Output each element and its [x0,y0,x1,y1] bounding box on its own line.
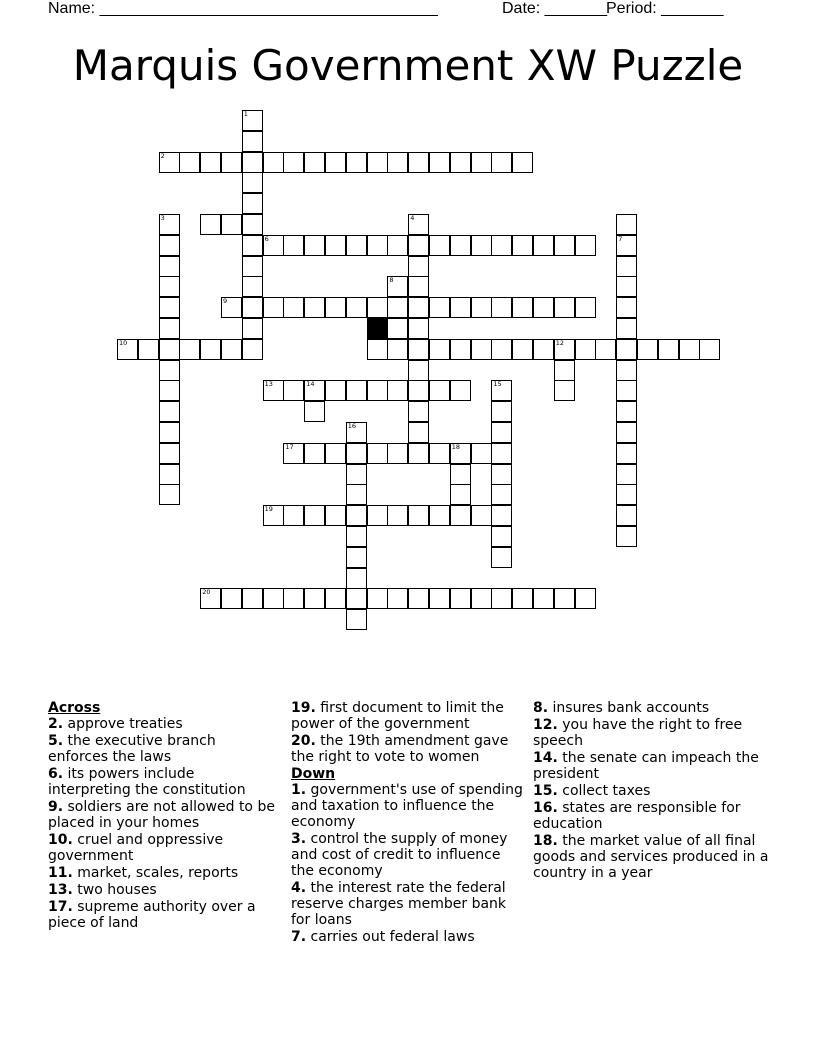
clue-number: 6 [264,234,269,243]
grid-cell[interactable] [346,235,367,256]
date-field[interactable]: Date: _______ [502,0,607,17]
grid-cell[interactable] [283,152,304,173]
grid-cell[interactable] [304,297,325,318]
clue-text: control the supply of money and cost of credit to influence the economy [291,831,508,879]
grid-cell[interactable] [471,235,492,256]
grid-cell[interactable] [595,339,616,360]
grid-cell[interactable] [471,152,492,173]
grid-cell[interactable] [304,235,325,256]
grid-cell[interactable] [533,588,554,609]
clue-item [533,833,769,881]
clue-number: 16. [533,800,558,816]
grid-cell[interactable] [408,422,429,443]
grid-cell[interactable] [283,443,304,464]
grid-cell[interactable] [242,588,263,609]
clue-number: 17. [48,899,73,915]
grid-cell[interactable] [554,360,575,381]
clue-text: two houses [72,882,157,898]
grid-cell[interactable] [387,152,408,173]
clue-number: 7 [618,234,623,243]
grid-cell[interactable] [471,443,492,464]
grid-cell[interactable] [554,380,575,401]
grid-cell[interactable] [221,297,242,318]
grid-cell[interactable] [242,131,263,152]
grid-cell[interactable] [616,464,637,485]
clue-text: the 19th amendment gave the right to vote to women [291,733,509,765]
shaded-cell [367,318,388,339]
clue-item [533,717,769,749]
grid-cell[interactable] [242,318,263,339]
grid-cell[interactable] [450,484,471,505]
grid-cell[interactable] [387,505,408,526]
grid-cell[interactable] [616,505,637,526]
grid-cell[interactable] [325,235,346,256]
grid-cell[interactable] [263,380,284,401]
clue-item [48,733,278,765]
grid-cell[interactable] [325,297,346,318]
clue-text: first document to limit the power of the government [291,700,504,732]
grid-cell[interactable] [200,152,221,173]
clue-item [48,716,278,732]
clue-number: 17 [285,442,294,451]
clue-number: 19 [264,505,273,514]
clue-number: 9 [223,297,228,306]
down-heading: Down [291,766,336,782]
grid-cell[interactable] [304,443,325,464]
clue-number: 12. [533,717,558,733]
grid-cell[interactable] [346,297,367,318]
clue-text: carries out federal laws [306,929,475,945]
grid-cell[interactable] [159,235,180,256]
grid-cell[interactable] [616,443,637,464]
clues-column-2 [291,700,527,946]
grid-cell[interactable] [263,235,284,256]
across-heading: Across [48,700,101,716]
grid-cell[interactable] [367,380,388,401]
grid-cell[interactable] [242,214,263,235]
grid-cell[interactable] [512,297,533,318]
grid-cell[interactable] [471,588,492,609]
grid-cell[interactable] [242,193,263,214]
grid-cell[interactable] [658,339,679,360]
grid-cell[interactable] [616,484,637,505]
grid-cell[interactable] [283,235,304,256]
grid-cell[interactable] [367,297,388,318]
clue-number: 16 [347,422,357,430]
grid-cell[interactable] [325,152,346,173]
grid-cell[interactable] [699,339,720,360]
clue-number: 1. [291,782,307,798]
grid-cell[interactable] [429,588,450,609]
grid-cell[interactable] [159,318,180,339]
grid-cell[interactable] [387,588,408,609]
grid-cell[interactable] [159,360,180,381]
clue-item [48,766,278,798]
grid-cell[interactable] [491,152,512,173]
clue-number: 14 [306,380,315,389]
grid-cell[interactable] [616,401,637,422]
grid-cell[interactable] [242,110,263,131]
grid-cell[interactable] [304,152,325,173]
grid-cell[interactable] [325,380,346,401]
clue-text: states are responsible for education [533,800,741,832]
grid-cell[interactable] [283,588,304,609]
clue-item [48,882,278,898]
grid-cell[interactable] [450,588,471,609]
grid-cell[interactable] [408,339,429,360]
grid-cell[interactable] [263,152,284,173]
grid-cell[interactable] [387,339,408,360]
grid-cell[interactable] [159,339,180,360]
grid-cell[interactable] [263,588,284,609]
clue-number: 2 [160,151,165,160]
clue-item [291,733,527,765]
puzzle-title: Marquis Government XW Puzzle [72,41,744,90]
grid-cell[interactable] [450,443,471,464]
clue-number: 13 [264,380,273,389]
grid-cell[interactable] [159,401,180,422]
grid-cell[interactable] [616,256,637,277]
grid-cell[interactable] [138,339,159,360]
grid-cell[interactable] [346,526,367,547]
grid-cell[interactable] [450,380,471,401]
grid-cell[interactable] [450,152,471,173]
clue-number: 10. [48,832,73,848]
clue-number: 15. [533,783,558,799]
grid-cell[interactable] [387,443,408,464]
grid-cell[interactable] [242,256,263,277]
clue-text: you have the right to free speech [533,717,743,749]
grid-cell[interactable] [450,297,471,318]
grid-cell[interactable] [221,339,242,360]
clue-number: 18 [451,442,461,451]
grid-cell[interactable] [429,443,450,464]
grid-cell[interactable] [200,339,221,360]
grid-cell[interactable] [159,256,180,277]
grid-cell[interactable] [263,505,284,526]
clue-number: 4 [410,214,415,222]
grid-cell[interactable] [679,339,700,360]
grid-cell[interactable] [408,214,429,235]
grid-cell[interactable] [637,339,658,360]
clue-number: 13. [48,882,73,898]
grid-cell[interactable] [512,152,533,173]
clue-text: market, scales, reports [72,865,239,881]
grid-cell[interactable] [387,235,408,256]
grid-cell[interactable] [304,505,325,526]
grid-cell[interactable] [304,401,325,422]
clue-number: 9. [48,799,64,815]
grid-cell[interactable] [200,214,221,235]
grid-cell[interactable] [491,505,512,526]
grid-cell[interactable] [346,568,367,589]
clue-number: 20. [291,733,316,749]
grid-cell[interactable] [283,380,304,401]
clue-number: 7. [291,929,307,945]
grid-cell[interactable] [242,339,263,360]
grid-cell[interactable] [408,297,429,318]
grid-cell[interactable] [346,422,367,443]
clue-item [291,880,527,928]
grid-cell[interactable] [325,588,346,609]
grid-cell[interactable] [575,297,596,318]
grid-cell[interactable] [304,380,325,401]
grid-cell[interactable] [346,505,367,526]
grid-cell[interactable] [533,235,554,256]
grid-cell[interactable] [159,380,180,401]
grid-cell[interactable] [408,152,429,173]
grid-cell[interactable] [471,297,492,318]
clue-text: the interest rate the federal reserve charges member bank for loans [291,880,507,928]
grid-cell[interactable] [429,505,450,526]
grid-cell[interactable] [429,339,450,360]
grid-cell[interactable] [512,235,533,256]
grid-cell[interactable] [408,276,429,297]
grid-cell[interactable] [179,339,200,360]
grid-cell[interactable] [491,380,512,401]
grid-cell[interactable] [242,172,263,193]
grid-cell[interactable] [408,360,429,381]
grid-cell[interactable] [242,152,263,173]
grid-cell[interactable] [450,464,471,485]
clue-number: 20 [202,588,211,597]
clue-item [533,783,769,799]
grid-cell[interactable] [491,339,512,360]
grid-cell[interactable] [159,464,180,485]
clue-number: 14. [533,750,558,766]
grid-cell[interactable] [346,609,367,630]
grid-cell[interactable] [533,297,554,318]
grid-cell[interactable] [346,380,367,401]
clue-number: 10 [119,338,128,347]
clue-text: the executive branch enforces the laws [48,733,216,765]
grid-cell[interactable] [554,235,575,256]
grid-cell[interactable] [283,505,304,526]
grid-cell[interactable] [616,214,637,235]
grid-cell[interactable] [616,276,637,297]
clues-column-3 [533,700,769,882]
grid-cell[interactable] [408,401,429,422]
grid-cell[interactable] [221,588,242,609]
grid-cell[interactable] [554,297,575,318]
clue-number: 6. [48,766,64,782]
grid-cell[interactable] [346,443,367,464]
grid-cell[interactable] [491,526,512,547]
grid-cell[interactable] [575,235,596,256]
grid-cell[interactable] [159,276,180,297]
grid-cell[interactable] [242,276,263,297]
grid-cell[interactable] [304,588,325,609]
clue-number: 15 [493,380,502,389]
grid-cell[interactable] [554,588,575,609]
clue-text: cruel and oppressive government [48,832,224,864]
clue-item [291,782,527,830]
grid-cell[interactable] [346,547,367,568]
grid-cell[interactable] [616,235,637,256]
clue-number: 5. [48,733,64,749]
clue-item [48,865,278,881]
grid-cell[interactable] [283,297,304,318]
clue-number: 8 [389,276,394,285]
grid-cell[interactable] [450,505,471,526]
grid-cell[interactable] [450,235,471,256]
grid-cell[interactable] [367,443,388,464]
grid-cell[interactable] [367,152,388,173]
grid-cell[interactable] [200,588,221,609]
grid-cell[interactable] [346,152,367,173]
grid-cell[interactable] [491,464,512,485]
clue-number: 1 [243,110,248,118]
grid-cell[interactable] [616,339,637,360]
grid-cell[interactable] [367,588,388,609]
clue-text: soldiers are not allowed to be placed in your homes [48,799,275,831]
clue-number: 19. [291,700,316,716]
grid-cell[interactable] [159,422,180,443]
clue-item [48,832,278,864]
grid-cell[interactable] [179,152,200,173]
clue-text: its powers include interpreting the constitution [48,766,246,798]
clue-number: 8. [533,700,549,716]
grid-cell[interactable] [159,214,180,235]
clue-item [48,799,278,831]
grid-cell[interactable] [616,380,637,401]
grid-cell[interactable] [263,297,284,318]
clue-text: the market value of all final goods and services produced in a country in a year [533,833,769,881]
period-field[interactable]: Period: _______ [606,0,724,17]
grid-cell[interactable] [491,422,512,443]
grid-cell[interactable] [408,380,429,401]
grid-cell[interactable] [616,526,637,547]
grid-cell[interactable] [408,318,429,339]
grid-cell[interactable] [491,401,512,422]
clue-text: collect taxes [557,783,651,799]
grid-cell[interactable] [367,339,388,360]
clue-item [291,929,527,945]
grid-cell[interactable] [616,422,637,443]
grid-cell[interactable] [346,484,367,505]
clue-text: the senate can impeach the president [533,750,759,782]
grid-cell[interactable] [408,505,429,526]
grid-cell[interactable] [408,235,429,256]
grid-cell[interactable] [159,484,180,505]
grid-cell[interactable] [575,339,596,360]
grid-cell[interactable] [367,505,388,526]
grid-cell[interactable] [616,297,637,318]
clue-number: 3. [291,831,307,847]
grid-cell[interactable] [471,339,492,360]
grid-cell[interactable] [491,443,512,464]
clue-number: 3 [160,214,165,222]
grid-cell[interactable] [346,588,367,609]
grid-cell[interactable] [616,318,637,339]
clue-number: 11. [48,865,73,881]
grid-cell[interactable] [242,235,263,256]
grid-cell[interactable] [512,588,533,609]
clue-text: supreme authority over a piece of land [48,899,256,931]
grid-cell[interactable] [429,380,450,401]
grid-cell[interactable] [221,152,242,173]
clues-column-1 [48,700,278,932]
grid-cell[interactable] [325,505,346,526]
grid-cell[interactable] [491,588,512,609]
grid-cell[interactable] [117,339,138,360]
clue-item [291,831,527,879]
grid-cell[interactable] [408,443,429,464]
grid-cell[interactable] [387,380,408,401]
grid-cell[interactable] [159,152,180,173]
grid-cell[interactable] [512,339,533,360]
grid-cell[interactable] [408,588,429,609]
clue-item [291,700,527,732]
grid-cell[interactable] [616,360,637,381]
grid-cell[interactable] [346,464,367,485]
grid-cell[interactable] [554,339,575,360]
clue-text: insures bank accounts [548,700,710,716]
grid-cell[interactable] [367,235,388,256]
clue-text: government's use of spending and taxation to influence the economy [291,782,523,830]
grid-cell[interactable] [242,297,263,318]
grid-cell[interactable] [575,588,596,609]
clue-number: 18. [533,833,558,849]
grid-cell[interactable] [387,276,408,297]
grid-cell[interactable] [221,214,242,235]
grid-cell[interactable] [450,339,471,360]
grid-cell[interactable] [387,297,408,318]
grid-cell[interactable] [471,505,492,526]
clue-item [533,750,769,782]
grid-cell[interactable] [491,484,512,505]
grid-cell[interactable] [159,297,180,318]
grid-cell[interactable] [159,443,180,464]
grid-cell[interactable] [387,318,408,339]
clue-item [48,899,278,931]
grid-cell[interactable] [491,235,512,256]
grid-cell[interactable] [491,297,512,318]
grid-cell[interactable] [429,152,450,173]
clue-number: 2. [48,716,64,732]
clue-number: 4. [291,880,307,896]
grid-cell[interactable] [533,339,554,360]
clue-number: 12 [555,338,565,347]
clue-item [533,800,769,832]
clue-item [533,700,769,716]
grid-cell[interactable] [429,235,450,256]
grid-cell[interactable] [491,547,512,568]
grid-cell[interactable] [429,297,450,318]
grid-cell[interactable] [325,443,346,464]
grid-cell[interactable] [408,256,429,277]
name-field[interactable]: Name: ______________________________________ [48,0,438,17]
clue-text: approve treaties [63,716,183,732]
